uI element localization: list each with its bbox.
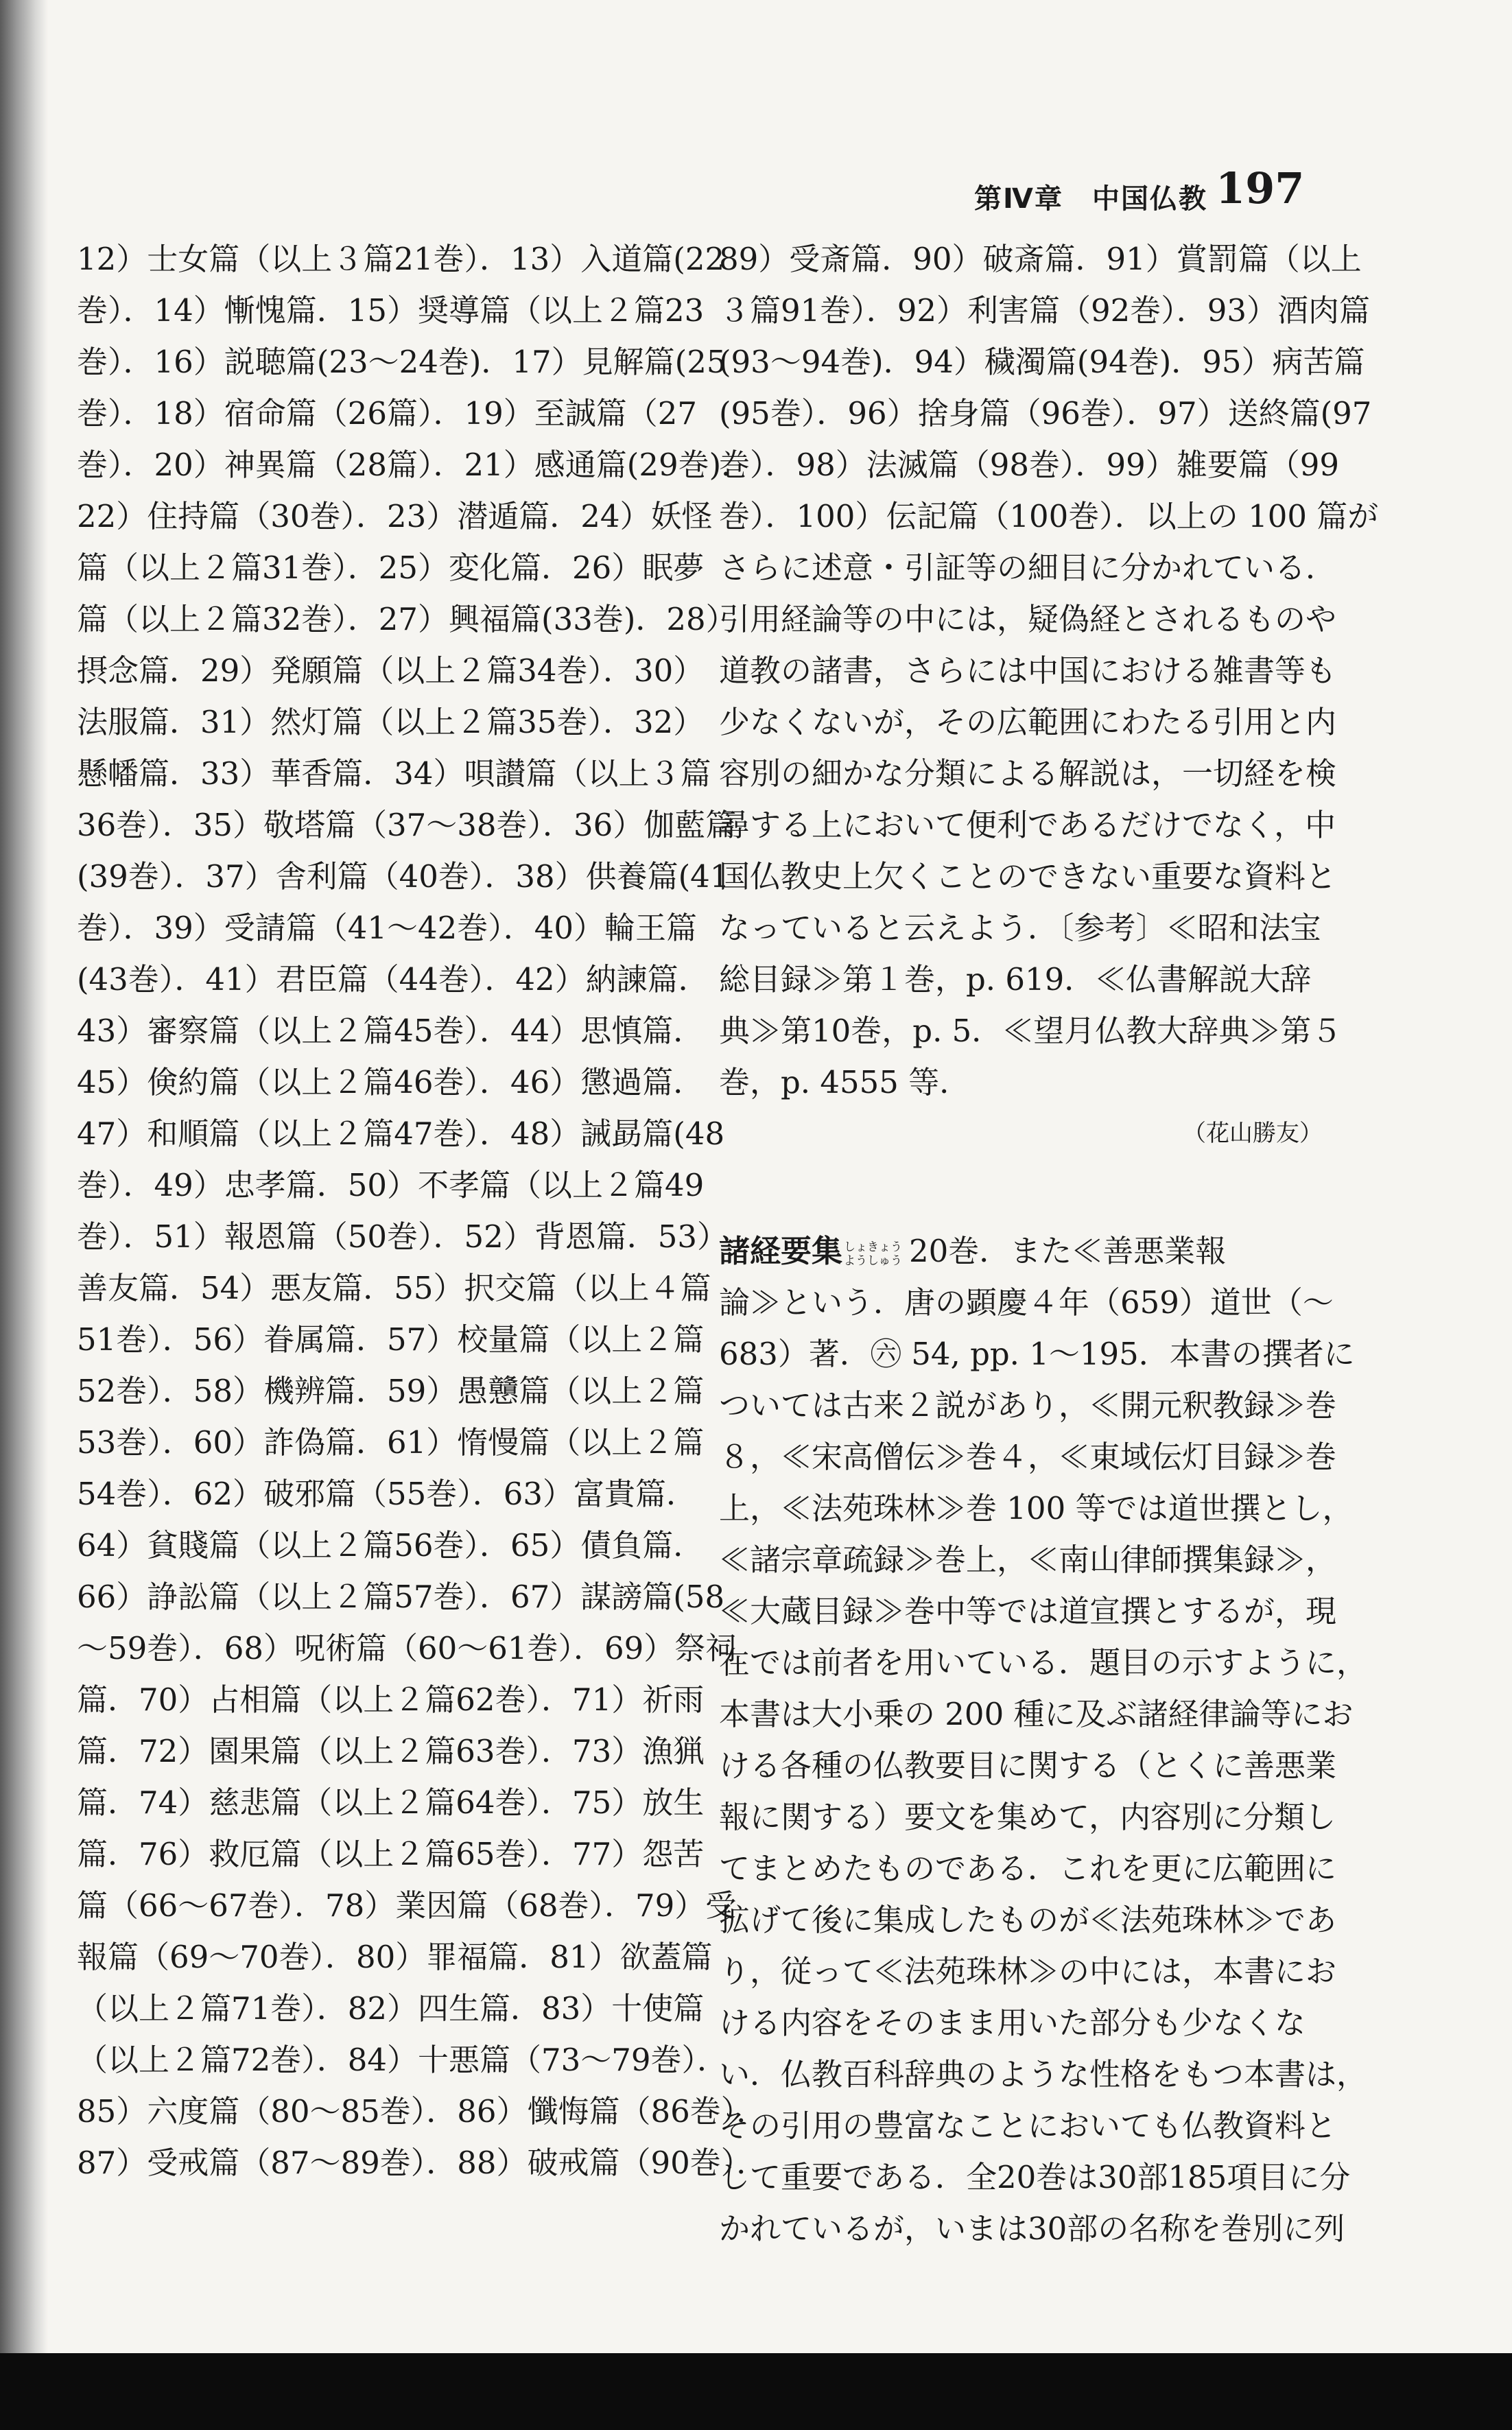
right-column	[719, 233, 1379, 2254]
text-line: 総目録≫第１巻，p. 619．≪仏書解説大辞	[719, 961, 1312, 998]
text-line: （以上２篇72巻）．84）十悪篇（73～79巻）．	[77, 2042, 729, 2078]
text-line: その引用の豊富なことにおいても仏教資料と	[719, 2108, 1337, 2144]
text-line: 容別の細かな分類による解説は，一切経を検	[719, 755, 1337, 792]
text-line: 善友篇．54）悪友篇．55）択交篇（以上４篇	[77, 1270, 711, 1306]
text-line: 懸幡篇．33）華香篇．34）唄讃篇（以上３篇	[77, 755, 711, 792]
entry-reading-2: ようしゅう	[844, 1253, 903, 1268]
text-line: 報に関する）要文を集めて，内容別に分類し	[719, 1799, 1336, 1835]
text-line: 巻）．100）伝記篇（100巻）．以上の 100 篇が	[719, 498, 1379, 534]
running-header-chapter: 第Ⅳ章 中国仏教	[974, 183, 1207, 215]
text-line: かれているが，いまは30部の名称を巻別に列	[719, 2210, 1345, 2247]
text-line: 54巻）．62）破邪篇（55巻）．63）富貴篇．	[77, 1476, 698, 1512]
text-line: (43巻）．41）君臣篇（44巻）．42）納諫篇．	[77, 961, 709, 998]
text-line: てまとめたものである．これを更に広範囲に	[719, 1850, 1337, 1887]
text-line: 巻）．20）神異篇（28篇）．21）感通篇(29巻)．	[77, 447, 753, 483]
text-line: ８，≪宋高僧伝≫巻４，≪東域伝灯目録≫巻	[719, 1439, 1337, 1475]
text-line: (93～94巻)．94）穢濁篇(94巻)．95）病苦篇	[719, 344, 1365, 380]
text-line: 87）受戒篇（87～89巻）．88）破戒篇（90巻）．	[77, 2145, 768, 2181]
text-line: 53巻）．60）詐偽篇．61）惰慢篇（以上２篇	[77, 1424, 705, 1461]
text-line: 45）倹約篇（以上２篇46巻）．46）懲過篇．	[77, 1064, 705, 1100]
text-line: 47）和順篇（以上２篇47巻）．48）誡勗篇(48	[77, 1116, 725, 1152]
text-line: 89）受斎篇．90）破斎篇．91）賞罰篇（以上	[719, 241, 1362, 277]
text-line: 報篇（69～70巻）．80）罪福篇．81）欲蓋篇	[77, 1939, 713, 1975]
text-line: い．仏教百科辞典のような性格をもつ本書は，	[719, 2056, 1368, 2092]
text-line: 52巻）．58）機辨篇．59）愚戇篇（以上２篇	[77, 1373, 705, 1409]
text-line: 本書は大小乗の 200 種に及ぶ諸経律論等にお	[719, 1696, 1354, 1732]
text-line: 巻）．16）説聴篇(23～24巻)．17）見解篇(25	[77, 344, 727, 380]
entry-separator	[719, 1159, 1323, 1225]
text-line: 法服篇．31）然灯篇（以上２篇35巻）．32）	[77, 704, 705, 740]
text-line: さらに述意・引証等の細目に分かれている．	[719, 550, 1337, 586]
text-line: 51巻）．56）眷属篇．57）校量篇（以上２篇	[77, 1321, 705, 1358]
text-line: 尋する上において便利であるだけでなく，中	[719, 807, 1336, 843]
text-line: 85）六度篇（80～85巻）．86）懺悔篇（86巻）．	[77, 2093, 768, 2130]
author-signature: （花山勝友）	[1183, 1120, 1323, 1147]
text-line: 在では前者を用いている．題目の示すように，	[719, 1644, 1368, 1681]
entry-first-line-text: 20巻．また≪善悪業報	[909, 1233, 1227, 1269]
left-column	[77, 233, 768, 2189]
text-line: 64）貧賤篇（以上２篇56巻）．65）債負篇．	[77, 1527, 705, 1564]
text-line: 拡げて後に集成したものが≪法苑珠林≫であ	[719, 1902, 1337, 1938]
text-line: り，従って≪法苑珠林≫の中には，本書にお	[719, 1953, 1337, 1990]
text-line: ついては古来２説があり，≪開元釈教録≫巻	[719, 1387, 1337, 1424]
entry-body	[719, 1277, 1368, 2254]
page-number: 197	[1216, 163, 1305, 213]
text-line: 巻）．51）報恩篇（50巻）．52）背恩篇．53）	[77, 1218, 729, 1255]
text-line: (95巻）．96）捨身篇（96巻）．97）送終篇(97	[719, 395, 1372, 432]
text-line: 篇．72）園果篇（以上２篇63巻）．73）漁猟	[77, 1733, 705, 1769]
binding-shadow	[0, 0, 48, 2430]
text-line: 12）士女篇（以上３篇21巻）．13）入道篇(22	[77, 241, 725, 277]
text-line: ≪諸宗章疏録≫巻上，≪南山律師撰集録≫，	[719, 1542, 1337, 1578]
text-line: 篇（以上２篇32巻）．27）興福篇(33巻)．28）	[77, 601, 737, 637]
scan-bottom-edge	[0, 2353, 1512, 2430]
text-line: ≪大蔵目録≫巻中等では道宣撰とするが，現	[719, 1593, 1337, 1629]
text-line: 36巻）．35）敬塔篇（37～38巻）．36）伽藍篇	[77, 807, 737, 843]
text-line: 道教の諸書，さらには中国における雑書等も	[719, 652, 1337, 689]
entry-title: 諸経要集	[719, 1233, 843, 1269]
text-line: なっていると云えよう．〔参考〕≪昭和法宝	[719, 910, 1321, 946]
text-line: （以上２篇71巻）．82）四生篇．83）十使篇	[77, 1990, 705, 2027]
text-line: 篇（以上２篇31巻）．25）変化篇．26）眠夢	[77, 550, 705, 586]
text-line: 摂念篇．29）発願篇（以上２篇34巻）．30）	[77, 652, 705, 689]
text-line: 論≫という．唐の顕慶４年（659）道世（～	[719, 1284, 1334, 1321]
text-line: 篇．70）占相篇（以上２篇62巻）．71）祈雨	[77, 1682, 705, 1718]
text-line: 22）住持篇（30巻）．23）潜遁篇．24）妖怪	[77, 498, 713, 534]
text-line: 篇（66～67巻）．78）業因篇（68巻）．79）受	[77, 1887, 737, 1924]
text-line: 巻）．18）宿命篇（26篇）．19）至誠篇（27	[77, 395, 698, 432]
text-line: 巻）．98）法滅篇（98巻）．99）雑要篇（99	[719, 447, 1340, 483]
text-line: 巻）．49）忠孝篇．50）不孝篇（以上２篇49	[77, 1167, 705, 1203]
text-line: 典≫第10巻，p. 5．≪望月仏教大辞典≫第５	[719, 1013, 1343, 1049]
text-line: 国仏教史上欠くことのできない重要な資料と	[719, 858, 1337, 895]
text-line: 683）著．㊅ 54, pp. 1～195．本書の撰者に	[719, 1336, 1355, 1372]
entry-reading	[844, 1240, 902, 1268]
text-line: 上，≪法苑珠林≫巻 100 等では道世撰とし，	[719, 1490, 1354, 1526]
text-line: 巻）．14）慚愧篇．15）奨導篇（以上２篇23	[77, 292, 705, 329]
text-line: 43）審察篇（以上２篇45巻）．44）思慎篇．	[77, 1013, 705, 1049]
text-line: 巻，p. 4555 等．	[719, 1064, 971, 1100]
text-line: 巻）．39）受請篇（41～42巻）．40）輪王篇	[77, 910, 698, 946]
text-line: して重要である．全20巻は30部185項目に分	[719, 2159, 1351, 2195]
text-line: 引用経論等の中には，疑偽経とされるものや	[719, 601, 1337, 637]
text-line: ３篇91巻）．92）利害篇（92巻）．93）酒肉篇	[719, 292, 1371, 329]
text-line: ける内容をそのまま用いた部分も少なくな	[719, 2005, 1306, 2041]
entry-first-line	[719, 1225, 1323, 1277]
text-line: ～59巻）．68）呪術篇（60～61巻）．69）祭祠	[77, 1630, 737, 1666]
text-line: 篇．76）救厄篇（以上２篇65巻）．77）怨苦	[77, 1836, 705, 1872]
entry-continuation	[719, 233, 1379, 1108]
text-line: 篇．74）慈悲篇（以上２篇64巻）．75）放生	[77, 1784, 705, 1821]
entry-reading-1: しょきょう	[844, 1240, 903, 1254]
text-line: 66）諍訟篇（以上２篇57巻）．67）謀謗篇(58	[77, 1579, 725, 1615]
text-line: ける各種の仏教要目に関する（とくに善悪業	[719, 1747, 1337, 1784]
text-line: (39巻）．37）舎利篇（40巻）．38）供養篇(41	[77, 858, 730, 895]
text-line: 少なくないが，その広範囲にわたる引用と内	[719, 704, 1337, 740]
